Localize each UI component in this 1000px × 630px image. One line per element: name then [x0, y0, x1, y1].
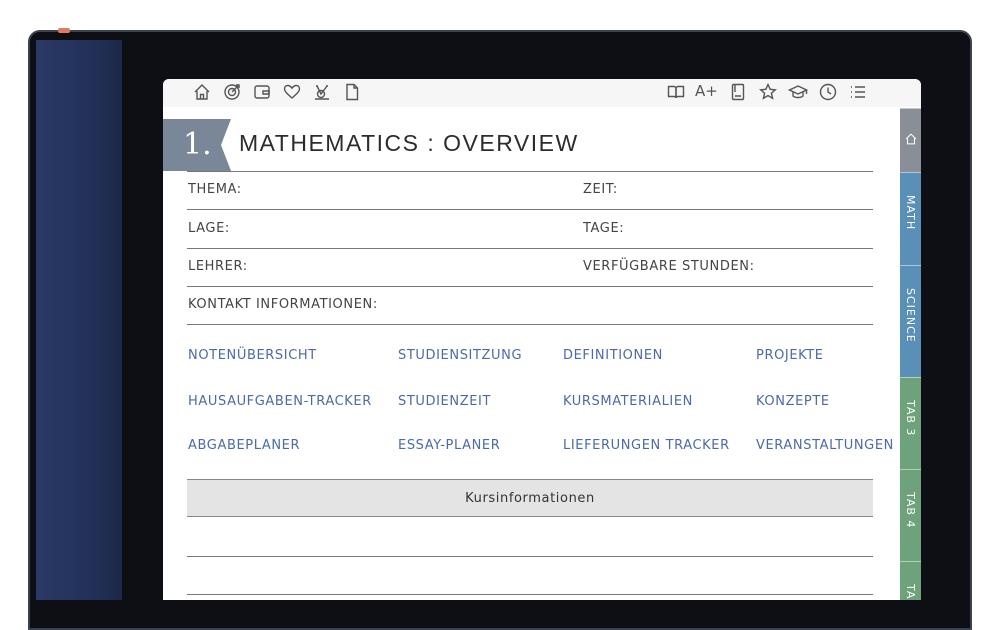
link-studiensitzung[interactable]: STUDIENSITZUNG — [398, 348, 523, 363]
field-tage[interactable]: TAGE: — [583, 221, 625, 236]
link-definitionen[interactable]: DEFINITIONEN — [563, 348, 663, 363]
clock-icon[interactable] — [817, 81, 839, 103]
note-line[interactable] — [187, 594, 873, 595]
tab-label: MATH — [904, 195, 917, 231]
link-abgabeplaner[interactable]: ABGABEPLANER — [188, 438, 301, 453]
tab-5[interactable] — [900, 561, 921, 600]
graduation-cap-icon[interactable] — [787, 81, 809, 103]
divider — [187, 209, 873, 210]
link-notenuebersicht[interactable]: NOTENÜBERSICHT — [188, 348, 317, 363]
heart-icon[interactable] — [281, 81, 303, 103]
document-icon[interactable] — [341, 81, 363, 103]
link-kursmaterialien[interactable]: KURSMATERIALIEN — [563, 394, 694, 409]
page-number: 1. — [183, 127, 212, 162]
star-icon[interactable] — [757, 81, 779, 103]
power-indicator — [58, 28, 70, 33]
field-zeit[interactable]: ZEIT: — [583, 182, 618, 197]
field-kontakt-informationen[interactable]: KONTAKT INFORMATIONEN: — [188, 297, 378, 312]
notebook-icon[interactable] — [727, 81, 749, 103]
link-studienzeit[interactable]: STUDIENZEIT — [398, 394, 491, 409]
section-header-kursinformationen: Kursinformationen — [187, 479, 873, 517]
tab-3[interactable] — [900, 377, 921, 469]
link-hausaufgaben-tracker[interactable]: HAUSAUFGABEN-TRACKER — [188, 394, 372, 409]
link-lieferungen-tracker[interactable]: LIEFERUNGEN TRACKER — [563, 438, 730, 453]
link-projekte[interactable]: PROJEKTE — [756, 348, 824, 363]
divider — [187, 171, 873, 172]
tab-label: TAB 4 — [904, 492, 917, 529]
link-konzepte[interactable]: KONZEPTE — [756, 394, 830, 409]
page-title: MATHEMATICS : OVERVIEW — [239, 130, 579, 156]
field-lage[interactable]: LAGE: — [188, 221, 230, 236]
planner-page — [163, 79, 921, 600]
fitness-icon[interactable] — [311, 81, 333, 103]
book-icon[interactable] — [665, 81, 687, 103]
tab-label: TA — [904, 584, 917, 600]
top-toolbar — [163, 79, 921, 107]
list-icon[interactable] — [847, 81, 869, 103]
target-icon[interactable] — [221, 81, 243, 103]
field-verfuegbare-stunden[interactable]: VERFÜGBARE STUNDEN: — [583, 259, 755, 274]
tab-label: SCIENCE — [904, 288, 917, 343]
field-thema[interactable]: THEMA: — [188, 182, 242, 197]
home-icon — [904, 131, 918, 150]
wallet-icon[interactable] — [251, 81, 273, 103]
tab-label: TAB 3 — [904, 400, 917, 437]
link-essay-planer[interactable]: ESSAY-PLANER — [398, 438, 501, 453]
tab-science[interactable] — [900, 265, 921, 377]
field-lehrer[interactable]: LEHRER: — [188, 259, 248, 274]
divider — [187, 286, 873, 287]
link-veranstaltungen[interactable]: VERANSTALTUNGEN — [756, 438, 894, 453]
tab-4[interactable] — [900, 469, 921, 561]
divider — [187, 324, 873, 325]
folio-cover — [36, 40, 122, 600]
home-icon[interactable] — [191, 81, 213, 103]
divider — [187, 248, 873, 249]
note-line[interactable] — [187, 556, 873, 557]
font-size-icon[interactable]: A+ — [695, 82, 718, 100]
tab-math[interactable] — [900, 172, 921, 265]
tab-home[interactable] — [900, 108, 921, 172]
